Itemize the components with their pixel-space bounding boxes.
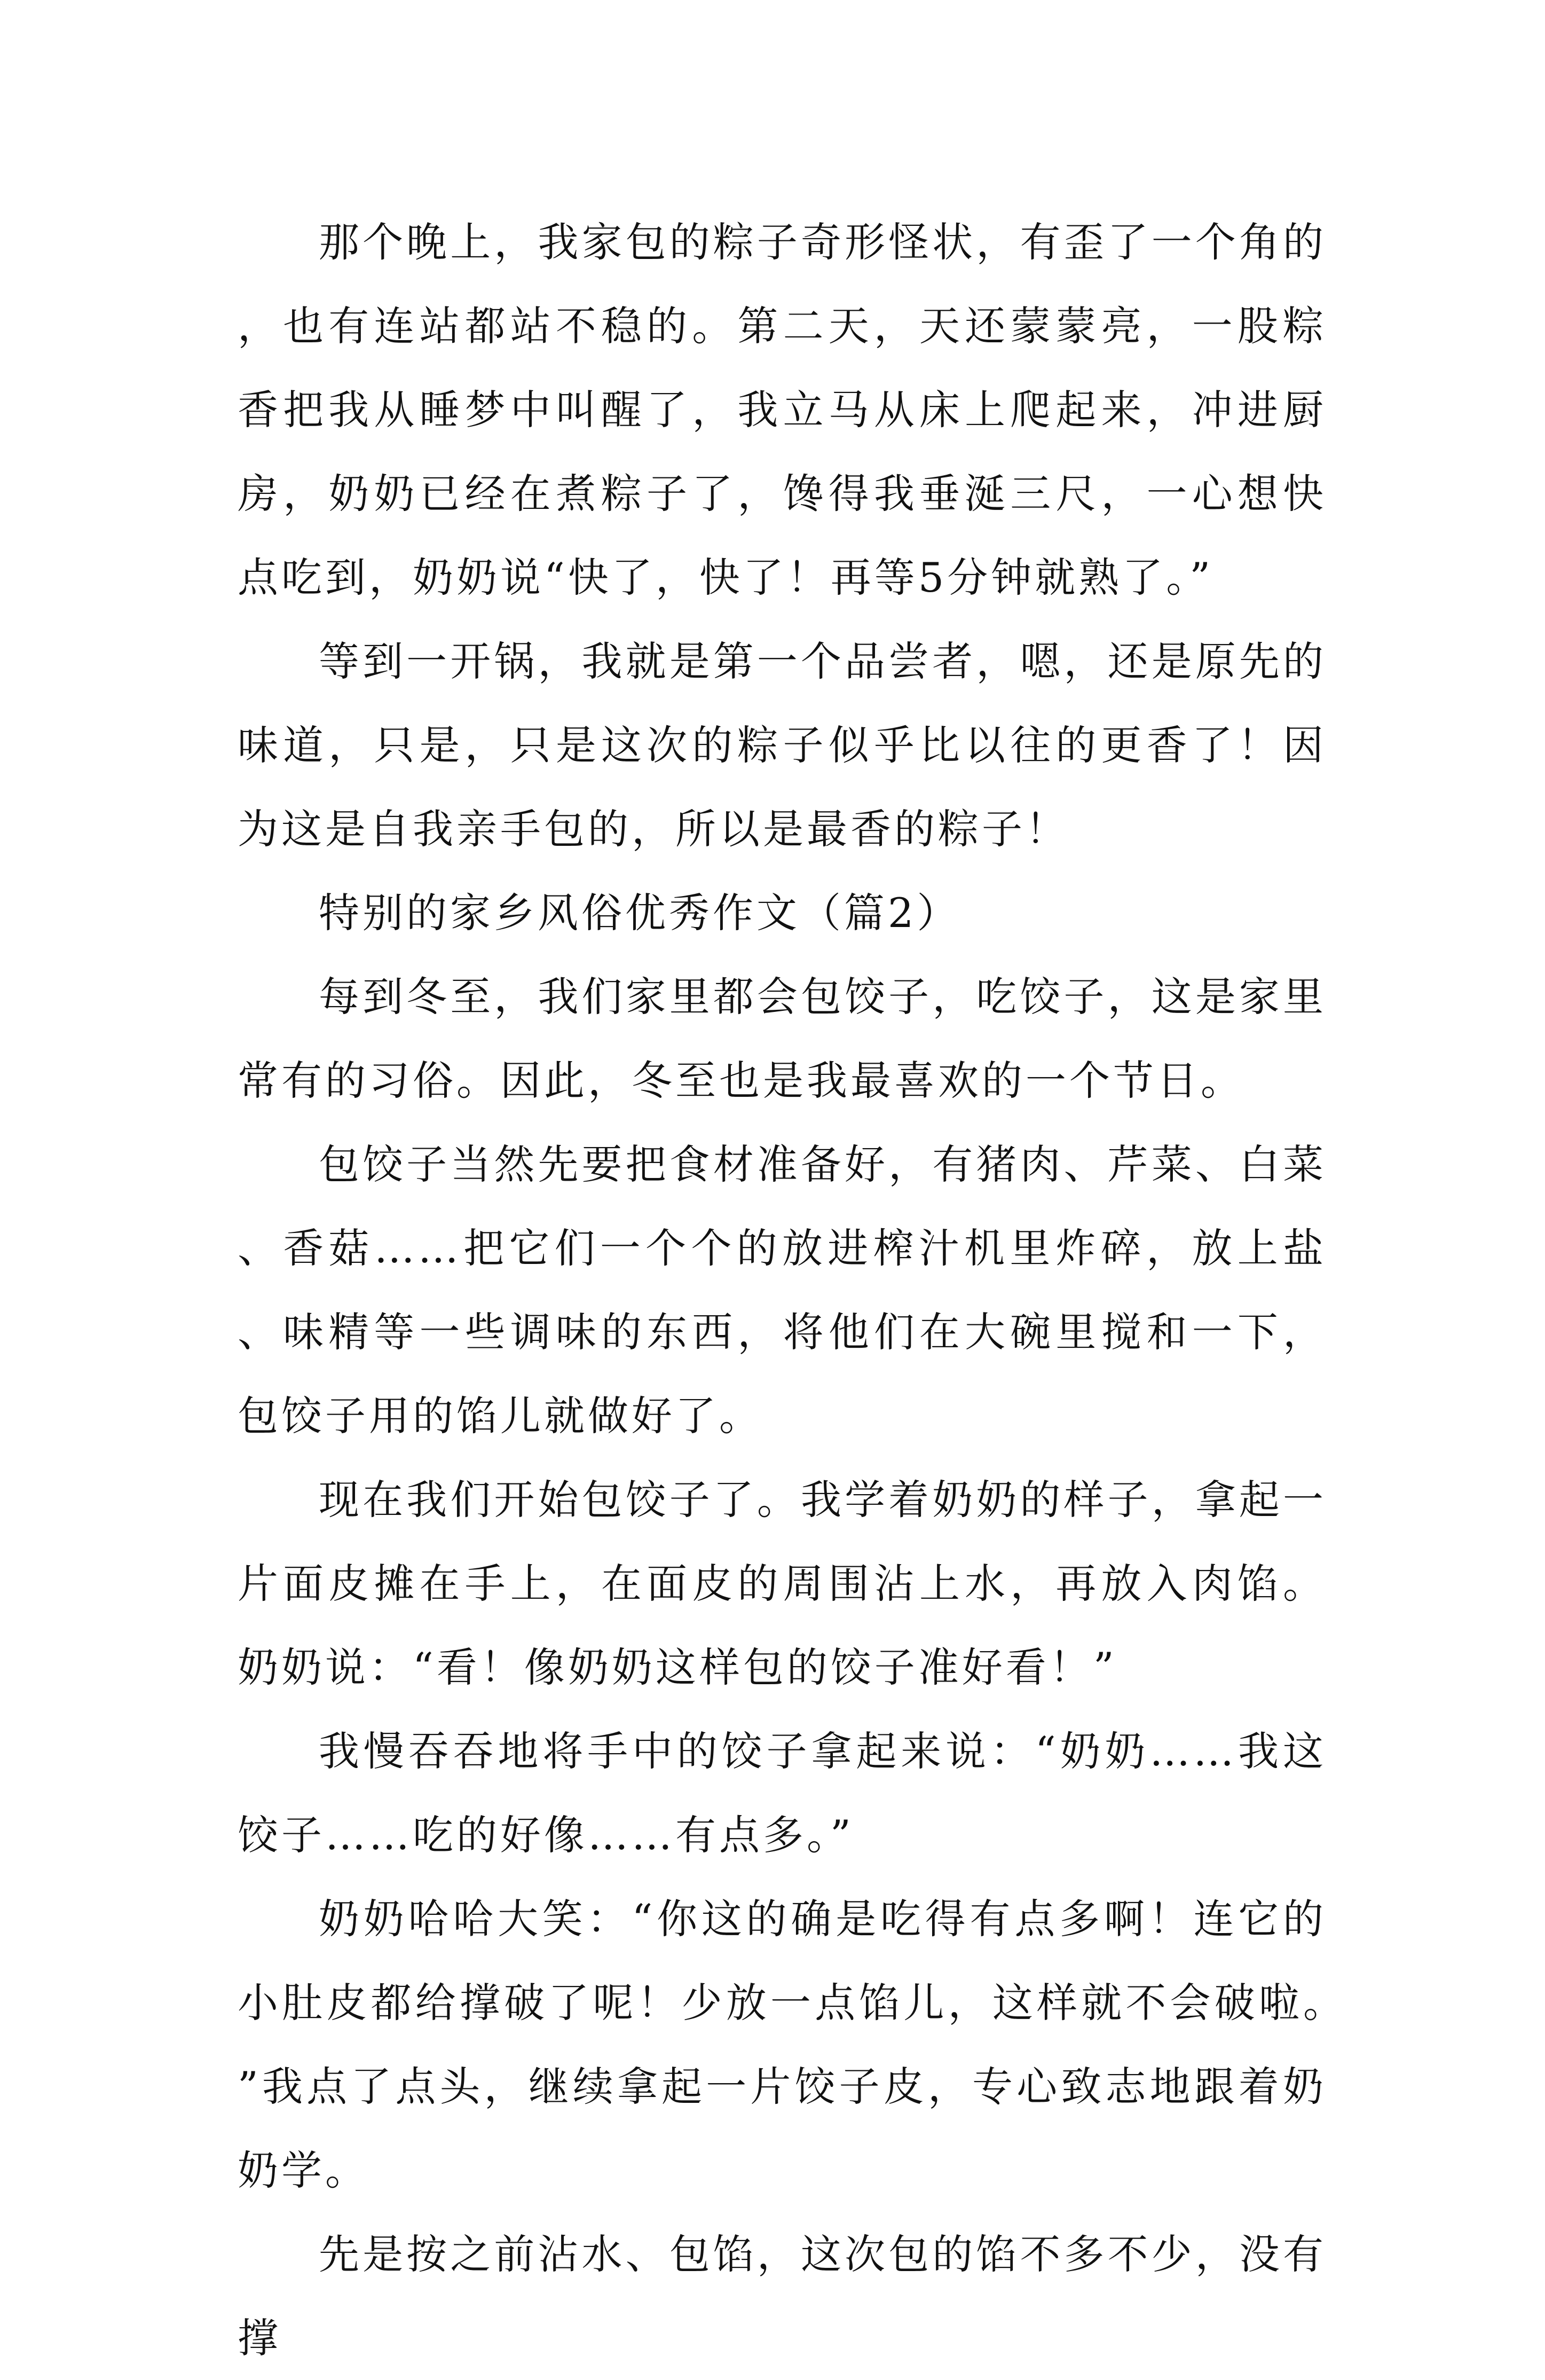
paragraph-7: 奶奶哈哈大笑：“你这的确是吃得有点多啊！连它的小肚皮都给撑破了呢！少放一点馅儿，这样就不会破啦。”我点了点头，继续拿起一片饺子皮，专心致志地跟着奶奶学。: [238, 1895, 1327, 2194]
paragraph-2: 等到一开锅，我就是第一个品尝者，嗯，还是原先的味道，只是，只是这次的粽子似乎比以往的更香了！因为这是自我亲手包的，所以是最香的粽子！: [238, 638, 1327, 853]
paragraph-1: 那个晚上，我家包的粽子奇形怪状，有歪了一个角的，也有连站都站不稳的。第二天，天还蒙蒙亮，一股粽香把我从睡梦中叫醒了，我立马从床上爬起来，冲进厨房，奶奶已经在煮粽子了，馋得我垂涎三尺，一心想快点吃到，奶奶说“快了，快了！再等5分钟就熟了。”: [238, 218, 1327, 601]
section-heading: 特别的家乡风俗优秀作文（篇2）: [319, 889, 961, 937]
paragraph-8: 先是按之前沾水、包馅，这次包的馅不多不少，没有撑: [238, 2230, 1327, 2362]
essay-body: [238, 200, 1327, 2380]
paragraph-3: 每到冬至，我们家里都会包饺子，吃饺子，这是家里常有的习俗。因此，冬至也是我最喜欢的一个节日。: [238, 973, 1327, 1104]
paragraph-5: 现在我们开始包饺子了。我学着奶奶的样子，拿起一片面皮摊在手上，在面皮的周围沾上水，再放入肉馅。奶奶说：“看！像奶奶这样包的饺子准好看！”: [238, 1476, 1327, 1691]
paragraph-6: 我慢吞吞地将手中的饺子拿起来说：“奶奶……我这饺子……吃的好像……有点多。”: [238, 1727, 1327, 1859]
paragraph-4: 包饺子当然先要把食材准备好，有猪肉、芹菜、白菜、香菇……把它们一个个的放进榨汁机里炸碎，放上盐、味精等一些调味的东西，将他们在大碗里搅和一下，包饺子用的馅儿就做好了。: [238, 1141, 1327, 1440]
